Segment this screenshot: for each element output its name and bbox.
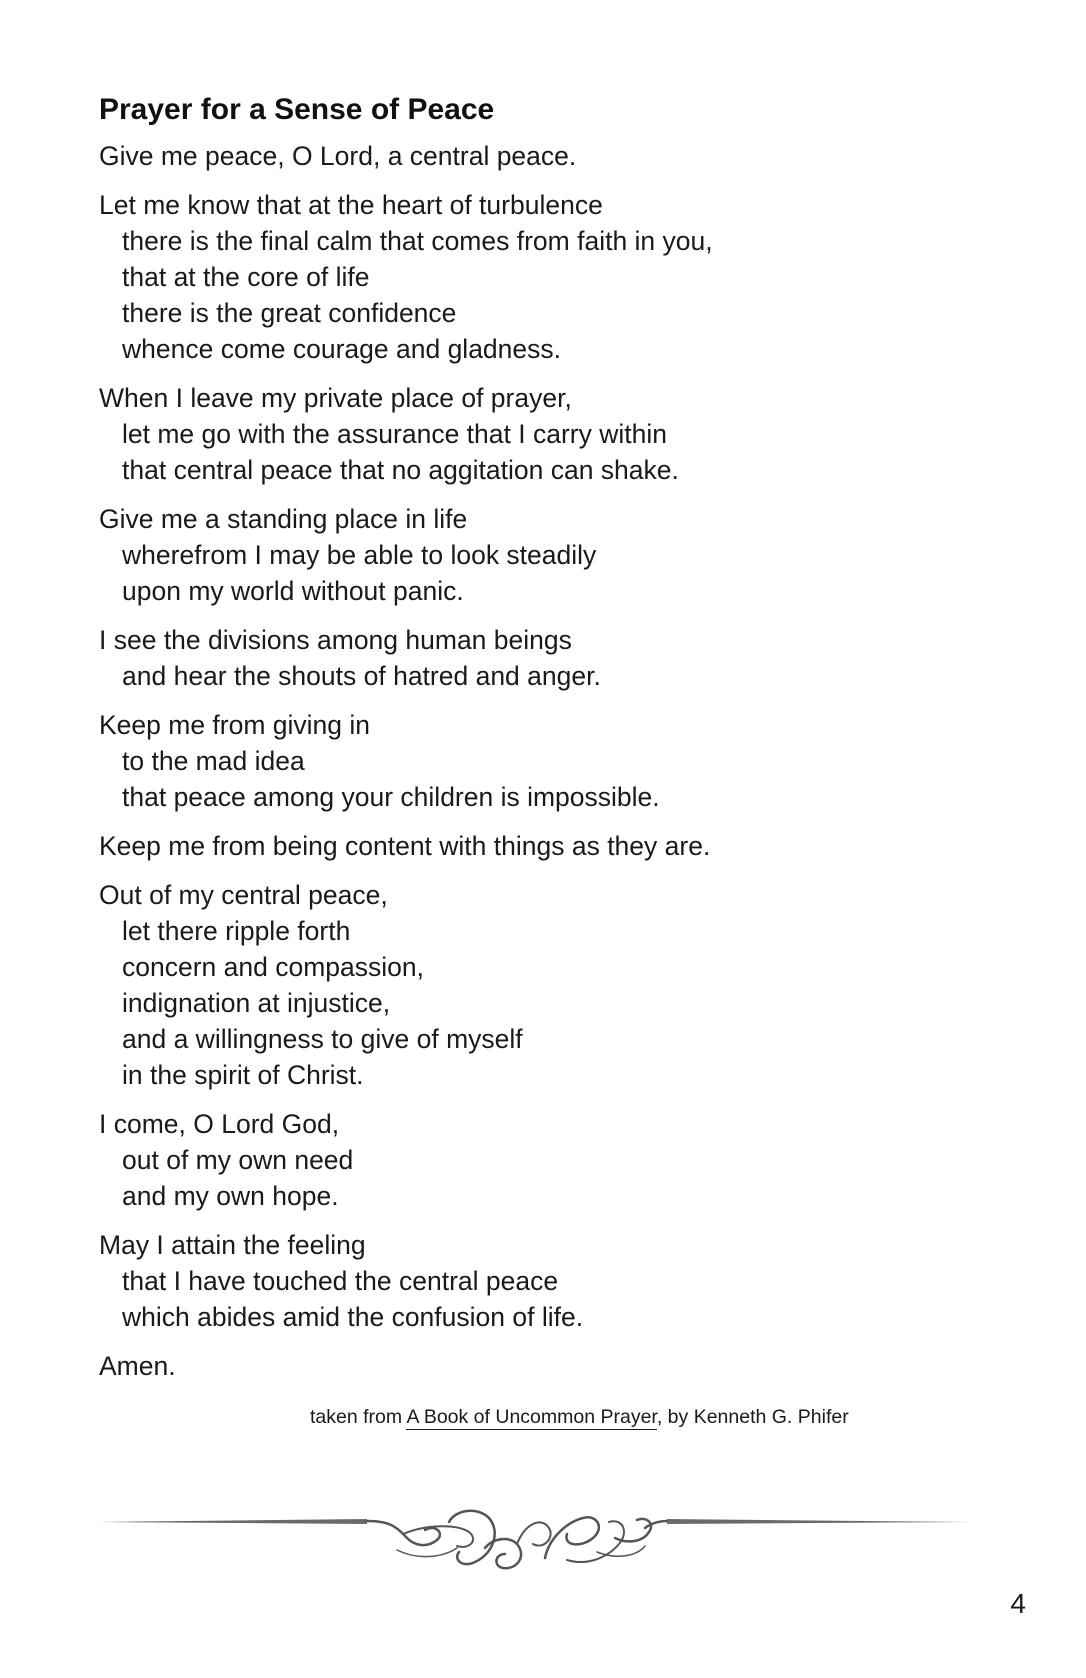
poem-line: upon my world without panic.: [122, 576, 464, 606]
poem-line: indignation at injustice,: [122, 988, 391, 1018]
stanza: [99, 187, 999, 367]
poem-line: Keep me from giving in: [99, 710, 371, 740]
stanza: [99, 380, 999, 488]
poem-line: in the spirit of Christ.: [122, 1060, 364, 1090]
poem-line: to the mad idea: [122, 746, 305, 776]
poem-line: Let me know that at the heart of turbulence: [99, 190, 603, 220]
prayer-text: [99, 138, 999, 1397]
poem-line: and hear the shouts of hatred and anger.: [122, 661, 601, 691]
stanza: [99, 707, 999, 815]
prayer-title: Prayer for a Sense of Peace: [99, 93, 495, 126]
poem-line: and a willingness to give of myself: [122, 1024, 523, 1054]
citation-book-title: A Book of Uncommon Prayer: [406, 1406, 657, 1428]
poem-line: I come, O Lord God,: [99, 1109, 340, 1139]
stanza: [99, 138, 999, 174]
poem-line: that I have touched the central peace: [122, 1266, 559, 1296]
poem-line: When I leave my private place of prayer,: [99, 383, 572, 413]
poem-line: out of my own need: [122, 1145, 354, 1175]
poem-line: there is the final calm that comes from faith in you,: [122, 226, 713, 256]
poem-line: and my own hope.: [122, 1181, 339, 1211]
poem-line: wherefrom I may be able to look steadily: [122, 540, 597, 570]
poem-line: let there ripple forth: [122, 916, 351, 946]
stanza: [99, 1106, 999, 1214]
poem-line: Out of my central peace,: [99, 880, 388, 910]
stanza: [99, 501, 999, 609]
poem-line: there is the great confidence: [122, 298, 457, 328]
poem-line: that central peace that no aggitation can shake.: [122, 455, 679, 485]
page-number: 4: [1010, 1588, 1026, 1619]
stanza: [99, 828, 999, 864]
poem-line: which abides amid the confusion of life.: [122, 1302, 584, 1332]
poem-line: Keep me from being content with things as they are.: [99, 831, 711, 861]
poem-line: let me go with the assurance that I carry within: [122, 419, 667, 449]
citation-author: , by Kenneth G. Phifer: [656, 1406, 849, 1428]
poem-line: that at the core of life: [122, 262, 370, 292]
poem-line: that peace among your children is impossible.: [122, 782, 660, 812]
poem-line: Give me a standing place in life: [99, 504, 468, 534]
stanza: [99, 1348, 999, 1384]
poem-line: whence come courage and gladness.: [122, 334, 562, 364]
citation-prefix: taken from: [310, 1406, 407, 1428]
poem-line: May I attain the feeling: [99, 1230, 366, 1260]
scroll-divider-ornament: [97, 1488, 973, 1578]
source-citation: [310, 1402, 849, 1432]
poem-line: Give me peace, O Lord, a central peace.: [99, 141, 577, 171]
stanza: [99, 622, 999, 694]
poem-line: I see the divisions among human beings: [99, 625, 572, 655]
stanza: [99, 877, 999, 1093]
poem-line: Amen.: [99, 1351, 176, 1381]
stanza: [99, 1227, 999, 1335]
poem-line: concern and compassion,: [122, 952, 424, 982]
